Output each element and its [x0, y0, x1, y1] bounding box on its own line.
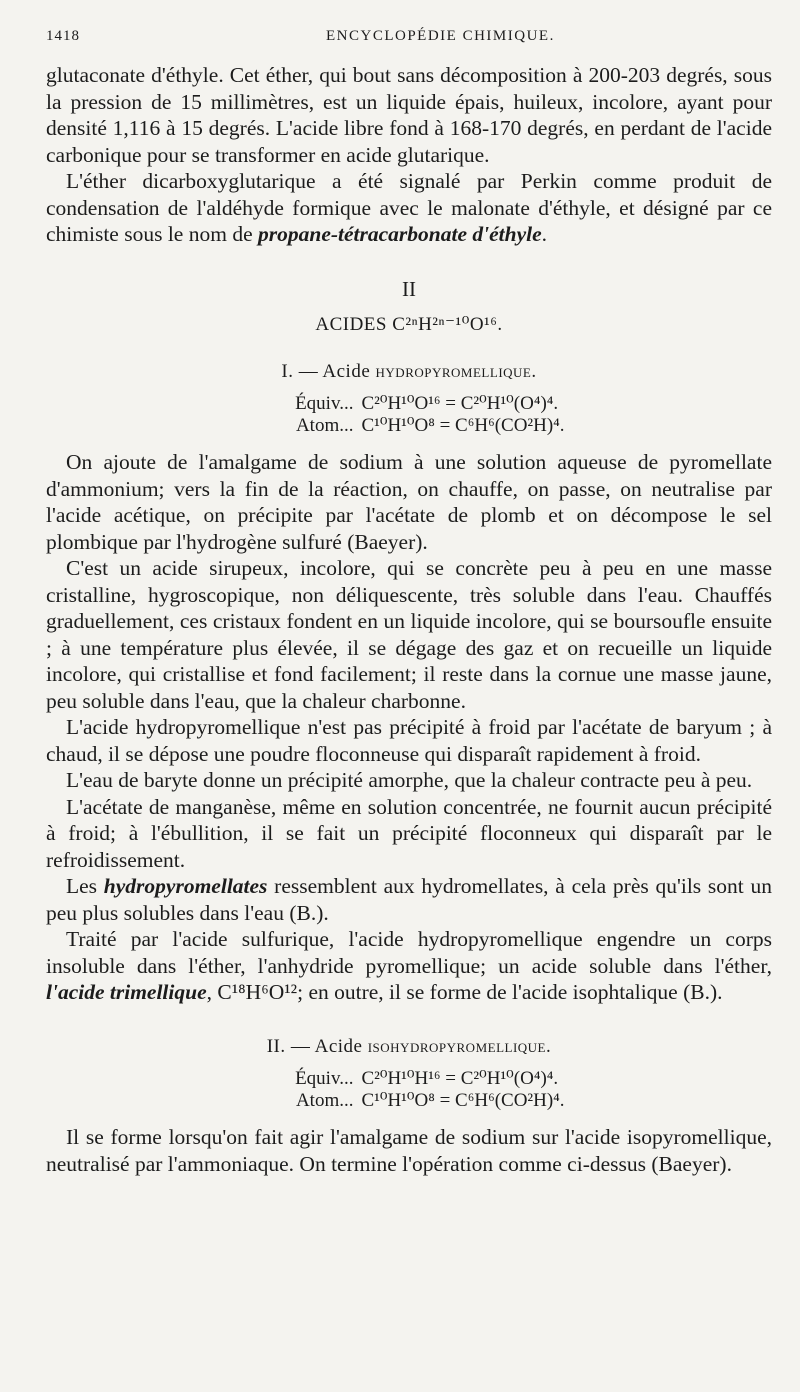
formula: C²⁰H¹⁰O¹⁶ = C²⁰H¹⁰(O⁴)⁴. — [361, 393, 559, 414]
text-run: L'éther dicarboxyglutarique a été signalé par Perkin comme produit de condensation de l'aldéhyde formique avec le malonate d'éthyle, et désigné par ce chimiste sous le nom de — [46, 169, 772, 246]
italic-term: propane-tétracarbonate d'éthyle — [258, 222, 542, 246]
page-number: 1418 — [46, 28, 80, 44]
paragraph: L'eau de baryte donne un précipité amorphe, que la chaleur contracte peu à peu. — [66, 768, 753, 792]
heading-word: Acide — [314, 1035, 363, 1057]
formula-block — [46, 393, 772, 437]
page-header — [46, 28, 772, 62]
section-title: ACIDES C²ⁿH²ⁿ⁻¹⁰O¹⁶. — [315, 314, 503, 335]
paragraph: L'acide hydropyromellique n'est pas précipité à froid par l'acétate de baryum ; à chaud, il se dépose une poudre floconneuse qui disparaît rapidement à froid. — [46, 715, 772, 766]
italic-term: hydropyromellates — [103, 874, 268, 898]
formula-block — [46, 1068, 772, 1112]
section-number: II — [402, 276, 416, 301]
subsection-heading — [46, 1034, 772, 1061]
text-run: . — [541, 222, 548, 246]
formula-label: Atom... — [295, 415, 354, 436]
formula: C²⁰H¹⁰H¹⁶ = C²⁰H¹⁰(O⁴)⁴. — [361, 1068, 559, 1089]
paragraph: L'acétate de manganèse, même en solution concentrée, ne fournit aucun précipité à froid; à l'ébullition, il se fait un précipité floconneux qui disparaît par le refroidissement. — [46, 794, 772, 872]
body-text — [46, 62, 772, 1177]
running-title: ENCYCLOPÉDIE CHIMIQUE. — [326, 28, 555, 44]
paragraph: Il se forme lorsqu'on fait agir l'amalgame de sodium sur l'acide isopyromellique, neutralisé par l'ammoniaque. On termine l'opération comme ci-dessus (Baeyer). — [46, 1125, 772, 1176]
formula: C¹⁰H¹⁰O⁸ = C⁶H⁶(CO²H)⁴. — [361, 415, 565, 436]
heading-word: Acide — [322, 360, 371, 382]
italic-term: l'acide trimellique — [46, 980, 207, 1004]
text-run: ressemblent aux hydromellates, à cela près qu'ils sont un peu plus solubles dans l'eau (B.). — [46, 874, 773, 925]
paragraph: glutaconate d'éthyle. Cet éther, qui bout sans décomposition à 200-203 degrés, sous la pression de 15 millimètres, est un liquide épais, huileux, incolore, ayant pour densité 1,116 à 15 degrés. L'acide libre fond à 168-170 degrés, en perdant de l'acide carbonique pour se transformer en acide glutarique. — [46, 63, 772, 167]
heading-name: isohydropyromellique. — [362, 1035, 552, 1057]
paragraph — [46, 168, 772, 248]
heading-number: II. — — [266, 1035, 315, 1057]
paragraph — [46, 873, 772, 926]
paragraph: On ajoute de l'amalgame de sodium à une solution aqueuse de pyromellate d'ammonium; vers la fin de la réaction, on chauffe, on passe, on neutralise par l'acide acétique, on précipite par l'acétate de plomb et on décompose le sel plombique par l'hydrogène sulfuré (Baeyer). — [46, 450, 772, 554]
paragraph — [46, 926, 772, 1006]
formula: C¹⁰H¹⁰O⁸ = C⁶H⁶(CO²H)⁴. — [361, 1090, 565, 1111]
heading-number: I. — — [281, 360, 323, 382]
formula-label: Équiv... — [295, 1068, 354, 1089]
text-run: Traité par l'acide sulfurique, l'acide hydropyromellique engendre un corps insoluble dans l'éther, l'anhydride pyromellique; un acide soluble dans l'éther, — [46, 927, 772, 978]
text-run: Les — [66, 874, 104, 898]
formula-label: Équiv... — [295, 393, 354, 414]
text-run: , C¹⁸H⁶O¹²; en outre, il se forme de l'acide isophtalique (B.). — [206, 980, 723, 1004]
paragraph: C'est un acide sirupeux, incolore, qui se concrète peu à peu en une masse cristalline, hygroscopique, non déliquescente, très soluble dans l'eau. Chauffés graduellement, ces cristaux fondent en un liquide incolore, qui se boursoufle ensuite ; à une température plus élevée, il se dégage des gaz et on recueille un liquide incolore, qui cristallise et fond facilement; il reste dans la cornue une masse jaune, peu soluble dans l'eau, que la chaleur charbonne. — [46, 556, 772, 713]
subsection-heading — [46, 359, 772, 386]
formula-label: Atom... — [295, 1090, 354, 1111]
heading-name: hydropyromellique. — [370, 360, 537, 382]
